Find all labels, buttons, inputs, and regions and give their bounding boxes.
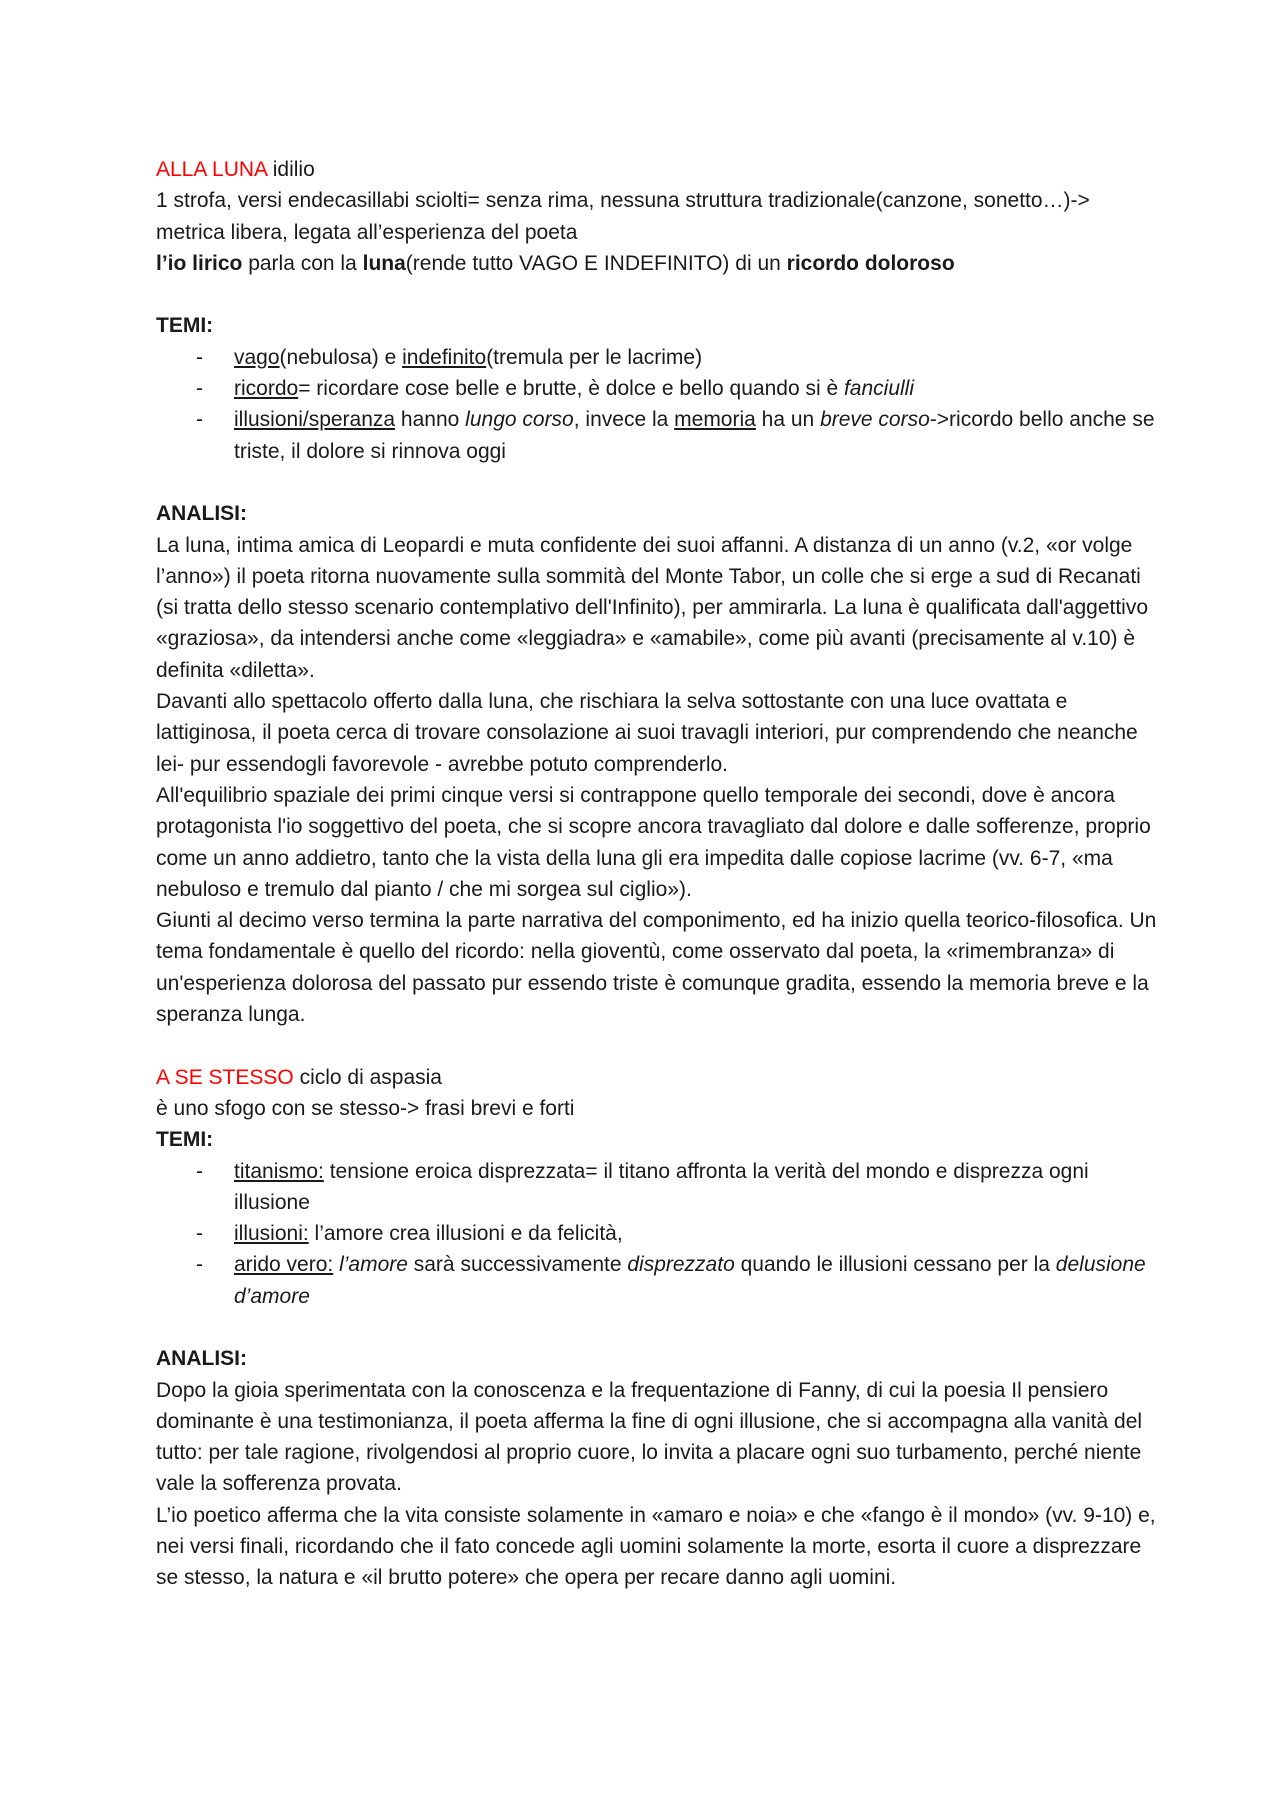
text-run: quando le illusioni cessano per la xyxy=(734,1253,1056,1277)
temi-heading: TEMI: xyxy=(156,314,214,338)
list-item xyxy=(156,404,1160,467)
section-a-se-stesso xyxy=(156,1062,1160,1594)
analisi-paragraph: L’io poetico afferma che la vita consiste solamente in «amaro e noia» e che «fango è il mondo» (vv. 9-10) e, nei versi finali, ricordando che il fato concede agli uomini solamente la morte, esorta il cuore a disprezzare se stesso, la natura e «il brutto potere» che opera per recare danno agli uomini. xyxy=(156,1503,1156,1590)
text-italic: delusione d’amore xyxy=(234,1253,1146,1308)
blank-line xyxy=(156,467,1160,498)
text-run: (rende tutto VAGO E INDEFINITO) di un xyxy=(405,251,787,275)
text-run: ha un xyxy=(755,408,821,432)
text-underline: illusioni: xyxy=(234,1222,309,1246)
text-italic: lungo corso xyxy=(465,408,574,432)
analisi-paragraph: Dopo la gioia sperimentata con la conoscenza e la frequentazione di Fanny, di cui la poesia Il pensiero dominante è una testimonianza, il poeta afferma la fine di ogni illusione, che si accompagna alla vanità del tutto: per tale ragione, rivolgendosi al proprio cuore, lo invita a placare ogni suo turbamento, perché niente vale la sofferenza provata. xyxy=(156,1378,1143,1496)
blank-line xyxy=(156,279,1160,310)
text-italic: l’amore xyxy=(339,1253,408,1277)
intro-lyric xyxy=(156,248,1160,279)
section-title-line xyxy=(156,1062,1160,1093)
analisi-paragraph: Davanti allo spettacolo offerto dalla luna, che rischiara la selva sottostante con una luce ovattata e lattiginosa, il poeta cerca di trovare consolazione ai suoi travagli interiori, pur comprendendo che neanche lei- pur essendogli favorevole - avrebbe potuto comprenderlo. xyxy=(156,690,1138,776)
analisi-paragraph: All'equilibrio spaziale dei primi cinque versi si contrappone quello temporale dei secondi, dove è ancora protagonista l'io soggettivo del poeta, che si scopre ancora travagliato dal dolore e dalle sofferenze, proprio come un anno addietro, tanto che la vista della luna gli era impedita dalle copiose lacrime (vv. 6-7, «ma nebuloso e tremulo dal pianto / che mi sorgea sul ciglio»). xyxy=(156,783,1151,901)
text-bold: l’io lirico xyxy=(156,251,243,275)
blank-line xyxy=(156,1312,1160,1343)
text-run: = ricordare cose belle e brutte, è dolce e bello quando si è xyxy=(298,377,844,401)
text-italic: breve corso xyxy=(820,408,930,432)
intro-metrics: 1 strofa, versi endecasillabi sciolti= senza rima, nessuna struttura tradizionale(canzone, sonetto…)-> metrica libera, legata all’esperienza del poeta xyxy=(156,189,1090,244)
text-run: (nebulosa) e xyxy=(279,345,403,369)
section-title: A SE STESSO xyxy=(156,1065,294,1089)
list-item xyxy=(156,1156,1160,1219)
text-italic: fanciulli xyxy=(843,377,915,401)
list-item xyxy=(156,373,1160,404)
text-run: sarà successivamente xyxy=(407,1253,628,1277)
temi-heading: TEMI: xyxy=(156,1128,214,1152)
text-run: hanno xyxy=(395,408,466,432)
text-run: ->ricordo bello anche se triste, il dolore si rinnova oggi xyxy=(234,408,1155,463)
text-bold: ricordo doloroso xyxy=(786,251,955,275)
analisi-paragraph: Giunti al decimo verso termina la parte narrativa del componimento, ed ha inizio quella teorico-filosofica. Un tema fondamentale è quello del ricordo: nella gioventù, come osservato dal poeta, la «rimembranza» di un'esperienza dolorosa del passato pur essendo triste è comunque gradita, essendo la memoria breve e la speranza lunga. xyxy=(156,909,1157,1027)
list-item xyxy=(156,342,1160,373)
text-underline: indefinito xyxy=(402,345,487,369)
temi-list xyxy=(156,1156,1160,1312)
analisi-heading: ANALISI: xyxy=(156,1347,247,1371)
section-alla-luna xyxy=(156,154,1160,1062)
list-item xyxy=(156,1218,1160,1249)
text-underline: vago xyxy=(234,345,280,369)
analisi-paragraph: La luna, intima amica di Leopardi e muta confidente dei suoi affanni. A distanza di un anno (v.2, «or volge l’anno») il poeta ritorna nuovamente sulla sommità del Monte Tabor, un colle che si erge a sud di Recanati (si tratta dello stesso scenario contemplativo dell'Infinito), per ammirarla. La luna è qualificata dall'aggettivo «graziosa», da intendersi anche come «leggiadra» e «amabile», come più avanti (precisamente al v.10) è definita «diletta». xyxy=(156,533,1149,682)
text-underline: memoria xyxy=(674,408,756,432)
text-italic: disprezzato xyxy=(627,1253,735,1277)
section-subtitle: ciclo di aspasia xyxy=(293,1065,442,1089)
blank-line xyxy=(156,1030,1160,1061)
section-subtitle: idilio xyxy=(266,158,315,181)
text-bold: luna xyxy=(362,251,406,275)
text-run: , invece la xyxy=(573,408,675,432)
text-run: l’amore crea illusioni e da felicità, xyxy=(308,1222,623,1246)
text-underline: arido vero: xyxy=(234,1253,334,1277)
temi-list xyxy=(156,342,1160,467)
list-item xyxy=(156,1249,1160,1312)
analisi-heading: ANALISI: xyxy=(156,502,247,526)
text-run: tensione eroica disprezzata= il titano affronta la verità del mondo e disprezza ogni illusione xyxy=(234,1159,1089,1214)
text-underline: titanismo: xyxy=(234,1159,324,1183)
text-run: parla con la xyxy=(242,251,363,275)
section-title-line xyxy=(156,154,1160,185)
section-title: ALLA LUNA xyxy=(156,158,267,181)
text-run: (tremula per le lacrime) xyxy=(486,345,703,369)
text-underline: ricordo xyxy=(234,377,299,401)
text-underline: illusioni/speranza xyxy=(234,408,396,432)
intro-text: è uno sfogo con se stesso-> frasi brevi e forti xyxy=(156,1096,575,1120)
